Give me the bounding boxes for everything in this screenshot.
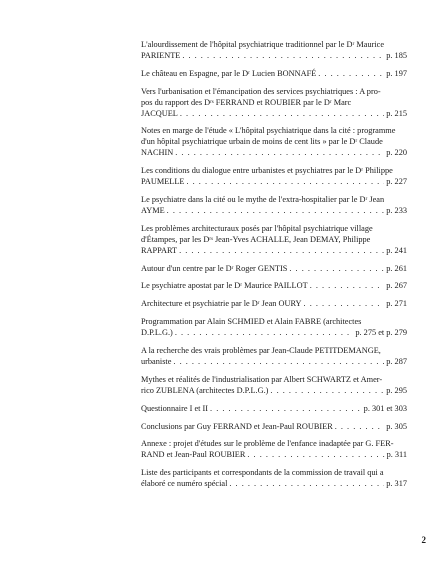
toc-entry <box>141 224 407 257</box>
toc-entry <box>141 264 407 275</box>
toc-entry-page: p. 185 <box>386 50 407 60</box>
toc-entry-title-end: rico ZUBLENA (architectes D.P.L.G.) <box>141 385 269 395</box>
toc-entry-last-line <box>141 51 407 62</box>
toc-entry-page: p. 267 <box>386 281 407 291</box>
toc-entry-line: d'un hôpital psychiatrique urbain de moins de cent lits » par le Dʳ Claude <box>141 137 383 147</box>
toc-entry-title-end: AYME <box>141 205 165 215</box>
dot-leader <box>173 357 384 368</box>
toc-entry-last-line <box>141 206 407 217</box>
toc-entry-title-end: Le psychiatre apostat par le Dʳ Maurice PAILLOT <box>141 281 308 291</box>
toc-entry-page: p. 215 <box>386 108 407 118</box>
toc-entry <box>141 87 407 120</box>
toc-entry <box>141 439 407 461</box>
toc-entry-page: p. 197 <box>386 68 407 78</box>
dot-leader <box>270 386 384 397</box>
dot-leader <box>180 109 384 120</box>
toc-entry-last-line <box>141 299 407 310</box>
dot-leader <box>175 328 354 339</box>
toc-entry-last-line <box>141 328 407 339</box>
toc-entry <box>141 166 407 188</box>
toc-entry <box>141 346 407 368</box>
toc-entry-last-line <box>141 264 407 275</box>
table-of-contents <box>141 40 407 497</box>
toc-entry-page: p. 287 <box>386 356 407 366</box>
toc-entry-line: A la recherche des vrais problèmes par Jean-Claude PETITDEMANGE, <box>141 346 381 356</box>
toc-entry-last-line <box>141 422 407 433</box>
toc-entry <box>141 317 407 339</box>
toc-entry <box>141 281 407 292</box>
toc-entry-line: Mythes et réalités de l'industrialisation par Albert SCHWARTZ et Amer- <box>141 374 383 384</box>
toc-entry-last-line <box>141 281 407 292</box>
toc-entry-line: Liste des participants et correspondants de la commission de travail qui a <box>141 468 384 478</box>
toc-entry <box>141 375 407 397</box>
toc-entry <box>141 195 407 217</box>
toc-entry-line: L'alourdissement de l'hôpital psychiatrique traditionnel par le Dʳ Maurice <box>141 40 385 49</box>
toc-entry-page: p. 295 <box>386 385 407 395</box>
toc-entry-page: p. 261 <box>386 263 407 273</box>
toc-entry-page: p. 301 et 303 <box>363 403 407 413</box>
dot-leader <box>229 479 384 490</box>
toc-entry-line: Vers l'urbanisation et l'émancipation des services psychiatriques : A pro- <box>141 86 381 96</box>
toc-entry-last-line <box>141 386 407 397</box>
dot-leader <box>179 246 384 257</box>
dot-leader <box>310 281 385 292</box>
toc-entry <box>141 468 407 490</box>
toc-entry-last-line <box>141 404 407 415</box>
toc-entry <box>141 126 407 159</box>
toc-entry-line: Les problèmes architecturaux posés par l'hôpital psychiatrique village <box>141 223 373 233</box>
toc-entry-page: p. 317 <box>386 479 407 489</box>
dot-leader <box>182 51 384 62</box>
dot-leader <box>210 404 362 415</box>
toc-entry-title-end: PARIENTE <box>141 50 181 60</box>
dot-leader <box>289 264 384 275</box>
toc-entry-line: Le psychiatre dans la cité ou le mythe de l'extra-hospitalier par le Dʳ Jean <box>141 194 385 204</box>
dot-leader <box>167 206 385 217</box>
toc-entry-page: p. 271 <box>386 299 407 309</box>
toc-entry-title-end: D.P.L.G.) <box>141 328 173 338</box>
toc-entry-title-end: élaboré ce numéro spécial <box>141 479 228 489</box>
toc-entry-page: p. 227 <box>386 177 407 187</box>
toc-entry-last-line <box>141 246 407 257</box>
toc-entry-line: Programmation par Alain SCHMIED et Alain FABRE (architectes <box>141 317 362 327</box>
toc-entry-page: p. 233 <box>386 205 407 215</box>
toc-entry-title-end: Architecture et psychiatrie par le Dʳ Jean OURY <box>141 299 302 309</box>
toc-entry-title-end: RAND et Jean-Paul ROUBIER <box>141 450 246 460</box>
toc-entry-page: p. 311 <box>386 450 407 460</box>
toc-entry-last-line <box>141 69 407 80</box>
toc-entry-last-line <box>141 450 407 461</box>
toc-entry <box>141 40 407 62</box>
toc-entry-title-end: Questionnaire I et II <box>141 403 209 413</box>
toc-entry-line: pos du rapport des Dʳˢ FERRAND et ROUBIER par le Dʳ Marc <box>141 97 352 107</box>
toc-entry-last-line <box>141 177 407 188</box>
toc-entry <box>141 299 407 310</box>
dot-leader <box>247 450 384 461</box>
toc-entry-last-line <box>141 148 407 159</box>
toc-entry-title-end: JACQUEL <box>141 108 178 118</box>
toc-entry-last-line <box>141 479 407 490</box>
toc-entry-title-end: Conclusions par Guy FERRAND et Jean-Paul ROUBIER <box>141 421 333 431</box>
toc-entry-page: p. 275 et p. 279 <box>355 328 407 338</box>
toc-entry-page: p. 241 <box>386 245 407 255</box>
toc-entry <box>141 422 407 433</box>
dot-leader <box>187 177 385 188</box>
toc-entry <box>141 404 407 415</box>
toc-entry-title-end: RAPPART <box>141 245 178 255</box>
toc-entry-title-end: urbaniste <box>141 356 172 366</box>
toc-entry-line: d'Étampes, par les Dʳˢ Jean-Yves ACHALLE, Jean DEMAY, Philippe <box>141 234 371 244</box>
dot-leader <box>318 69 384 80</box>
dot-leader <box>175 148 384 159</box>
dot-leader <box>335 422 385 433</box>
toc-entry-page: p. 220 <box>386 148 407 158</box>
toc-entry-line: Annexe : projet d'études sur le problème de l'enfance inadaptée par G. FER- <box>141 439 394 449</box>
toc-entry-last-line <box>141 109 407 120</box>
toc-entry-title-end: Autour d'un centre par le Dʳ Roger GENTIS <box>141 263 288 273</box>
toc-entry-line: Les conditions du dialogue entre urbanistes et psychiatres par le Dʳ Philippe <box>141 166 393 176</box>
toc-entry-title-end: Le château en Espagne, par le Dʳ Lucien BONNAFÉ <box>141 68 317 78</box>
dot-leader <box>304 299 385 310</box>
toc-entry-title-end: PAUMELLE <box>141 177 185 187</box>
toc-entry-title-end: NACHIN <box>141 148 174 158</box>
toc-entry-last-line <box>141 357 407 368</box>
page-number: 2 <box>421 535 426 545</box>
toc-entry <box>141 69 407 80</box>
toc-entry-page: p. 305 <box>386 421 407 431</box>
toc-entry-line: Notes en marge de l'étude « L'hôpital psychiatrique dans la cité : programme <box>141 126 396 136</box>
